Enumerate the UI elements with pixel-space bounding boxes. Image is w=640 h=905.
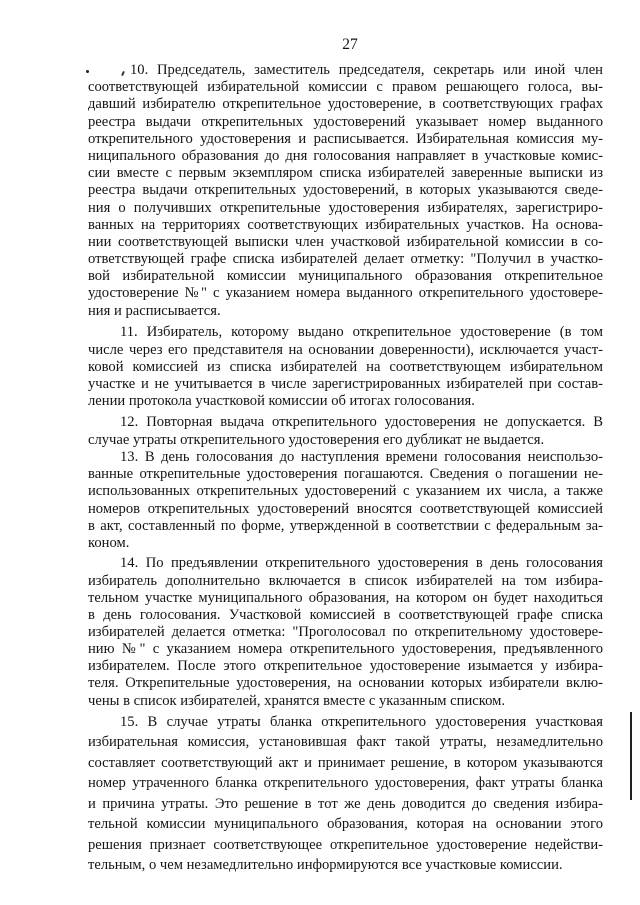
text-line: случае утраты открепительного удостоверения его дубликат не выдается. (88, 431, 545, 448)
text-line: номеров открепительных удостоверений вносятся соответствующей комиссией (88, 500, 603, 517)
text-line: ниципального образования до дня голосования направляет в участковые комис- (88, 147, 603, 164)
text-line: давший избирателю открепительное удостоверение, в соответствующих графах (88, 96, 603, 113)
scan-edge-mark (630, 712, 632, 800)
text-line: открепительного удостоверения и расписывается. Избирательная комиссия му- (88, 130, 603, 147)
text-line: вой избирательной комиссии муниципального образования открепительное (88, 268, 603, 285)
text-line: ответствующей графе списка избирателей делает отметку: "Получил в участко- (88, 251, 603, 268)
text-line: избирателей делается отметка: "Проголосовал по открепительному удостовере- (88, 623, 603, 640)
text-line: ванные открепительные удостоверения погашаются. Сведения о погашении не- (88, 466, 603, 483)
text-line: нию №" с указанием номера открепительного удостоверения, предъявленного (88, 641, 603, 658)
text-line: тельном участке муниципального образования, на котором он будет находиться (88, 589, 603, 606)
text-line: в акт, составленный по форме, утвержденной в соответствии с федеральным за- (88, 517, 603, 534)
text-line: 10. Председатель, заместитель председателя, секретарь или иной член (130, 62, 603, 78)
paragraph-12 (88, 414, 603, 448)
text-line: сии вместе с первым экземпляром списка избирателей заверенные выписки из (88, 165, 603, 182)
text-line: чены в список избирателей, хранятся вместе с указанным списком. (88, 692, 505, 709)
text-line: и причина утраты. Это решение в тот же день доводится до сведения избира- (88, 795, 603, 812)
text-line: коном. (88, 534, 130, 551)
text-line: теля. Открепительные удостоверения, на основании которых избиратели вклю- (88, 675, 603, 692)
text-line: нии соответствующей выписки член участковой избирательной комиссии в со- (88, 233, 603, 250)
text-line: реестра выдачи открепительных удостоверений, в которых указываются сведе- (88, 182, 603, 199)
text-line: 12. Повторная выдача открепительного удостоверения не допускается. В (120, 414, 603, 431)
text-line: лении протокола участковой комиссии об итогах голосования. (88, 393, 475, 410)
text-line: ковой комиссией из списка избирателей на соответствующем избирательном (88, 358, 603, 375)
text-line: участке и не учитывается в числе зарегистрированных избирателей при состав- (88, 375, 603, 392)
text-line: избирательная комиссия, установившая факт такой утраты, незамедлительно (88, 734, 603, 751)
text-line: удостоверение №" с указанием номера выданного открепительного удостовере- (88, 285, 603, 302)
text-line: избирателем. После этого открепительное удостоверение изымается у избира- (88, 658, 603, 675)
text-line: ния и расписывается. (88, 302, 221, 319)
paragraph-10 (88, 62, 603, 320)
text-line: тельной комиссии муниципального образования, которая на основании этого (88, 816, 603, 833)
text-line: ния о получивших открепительные удостоверения избирателях, зарегистриро- (88, 199, 603, 216)
paragraph-13 (88, 449, 603, 552)
text-line: числе через его представителя на основании доверенности), исключается участ- (88, 341, 603, 358)
paragraph-15 (88, 712, 603, 876)
text-line: в день голосования. Участковой комиссией в соответствующей графе списка (88, 606, 603, 623)
text-line: решения признает соответствующее открепительное удостоверение недействи- (88, 836, 603, 853)
text-line: номер утраченного бланка открепительного удостоверения, факт утраты бланка (88, 775, 603, 792)
text-line: 14. По предъявлении открепительного удостоверения в день голосования (120, 555, 603, 572)
text-line: соответствующей избирательной комиссии с правом решающего голоса, вы- (88, 79, 603, 96)
page-number: 27 (342, 36, 358, 53)
paragraph-14 (88, 555, 603, 709)
text-line: ванных на территориях соответствующих избирательных участков. На основа- (88, 216, 603, 233)
text-line: тельным, о чем незамедлительно информируются все участковые комиссии. (88, 857, 563, 874)
text-line: избиратель дополнительно включается в список избирателей на том избира- (88, 572, 603, 589)
text-line: 13. В день голосования до наступления времени голосования неиспользо- (120, 449, 603, 465)
paragraph-11 (88, 324, 603, 410)
text-line: составляет соответствующий акт и принимает решение, в котором указываются (88, 754, 603, 771)
text-line: использованных открепительных удостоверений с указанием их числа, а также (88, 483, 603, 500)
text-line: 11. Избиратель, которому выдано открепительное удостоверение (в том (120, 324, 603, 341)
text-line: 15. В случае утраты бланка открепительного удостоверения участковая (120, 713, 603, 730)
text-line: реестра выдачи открепительных удостоверений указывает номер выданного (88, 113, 603, 130)
